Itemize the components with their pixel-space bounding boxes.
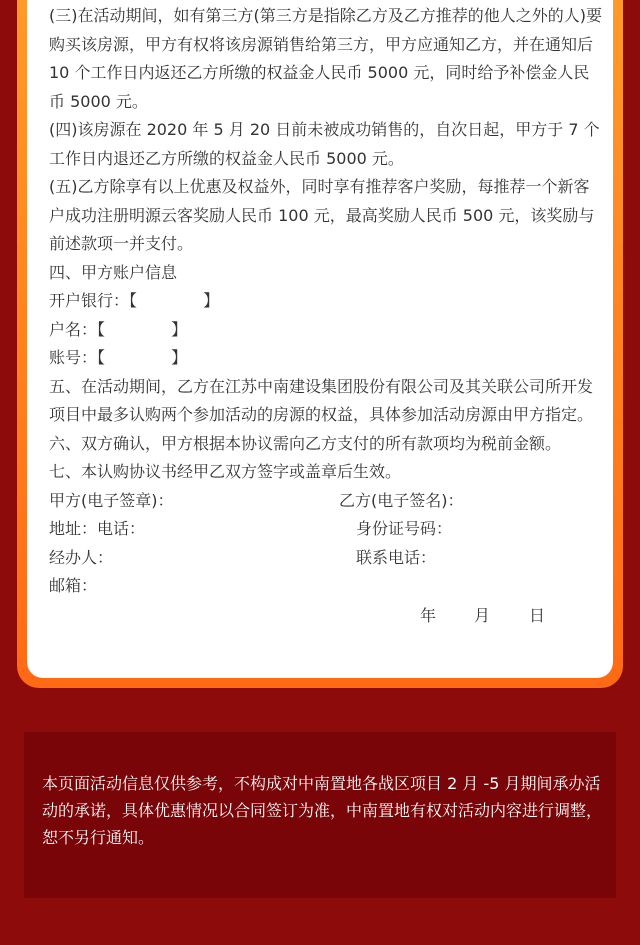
clause-3-4: (四)该房源在 2020 年 5 月 20 日前未被成功销售的，自次日起，甲方于 7 个工作日内退还乙方所缴的权益金人民币 5000 元。 xyxy=(49,120,600,168)
account-name-field: 户名：【 】 xyxy=(49,319,188,339)
contact-phone-label: 联系电话： xyxy=(356,547,437,567)
clause-5: 五、在活动期间，乙方在江苏中南建设集团股份有限公司及其关联公司所开发项目中最多认购两个参加活动的房源的权益，具体参加活动房源由甲方指定。 xyxy=(49,376,594,424)
disclaimer-text: 本页面活动信息仅供参考，不构成对中南置地各战区项目 2 月 -5 月期间承办活动的承诺，具体优惠情况以合同签订为准，中南置地有权对活动内容进行调整，恕不另行通知。 xyxy=(42,774,603,847)
disclaimer-box xyxy=(24,732,616,898)
party-a-label: 甲方(电子签章)： xyxy=(49,490,174,510)
date-day: 日 xyxy=(529,605,546,625)
contract-text xyxy=(49,2,603,630)
clause-3-5: (五)乙方除享有以上优惠及权益外，同时享有推荐客户奖励，每推荐一个新客户成功注册明源云客奖励人民币 100 元，最高奖励人民币 500 元，该奖励与前述款项一并支付。 xyxy=(49,177,595,253)
id-number-label: 身份证号码： xyxy=(356,519,453,538)
signature-row xyxy=(49,487,603,516)
address-phone-label: 地址：电话： xyxy=(49,519,146,538)
account-heading: 四、甲方账户信息 xyxy=(49,262,178,282)
date-row xyxy=(49,602,603,631)
clause-3-3: (三)在活动期间，如有第三方(第三方是指除乙方及乙方推荐的他人之外的人)要购买该房源，甲方有权将该房源销售给第三方，甲方应通知乙方，并在通知后 10 个工作日内返还乙方所缴的权益金人民币 5000 元，同时给予补偿金人民币 5000 元。 xyxy=(49,6,602,111)
account-number-field: 账号：【 】 xyxy=(49,348,188,367)
clause-6: 六、双方确认，甲方根据本协议需向乙方支付的所有款项均为税前金额。 xyxy=(49,433,562,453)
handler-row xyxy=(49,544,603,573)
date-month: 月 xyxy=(474,605,491,625)
mailbox-label: 邮箱： xyxy=(49,576,98,595)
mailbox-row xyxy=(49,572,603,601)
bank-field: 开户银行：【 】 xyxy=(49,291,220,310)
address-row xyxy=(49,515,603,544)
party-b-label: 乙方(电子签名)： xyxy=(339,490,464,510)
handler-label: 经办人： xyxy=(49,547,114,567)
clause-7: 七、本认购协议书经甲乙双方签字或盖章后生效。 xyxy=(49,462,402,481)
date-year: 年 xyxy=(420,605,437,625)
